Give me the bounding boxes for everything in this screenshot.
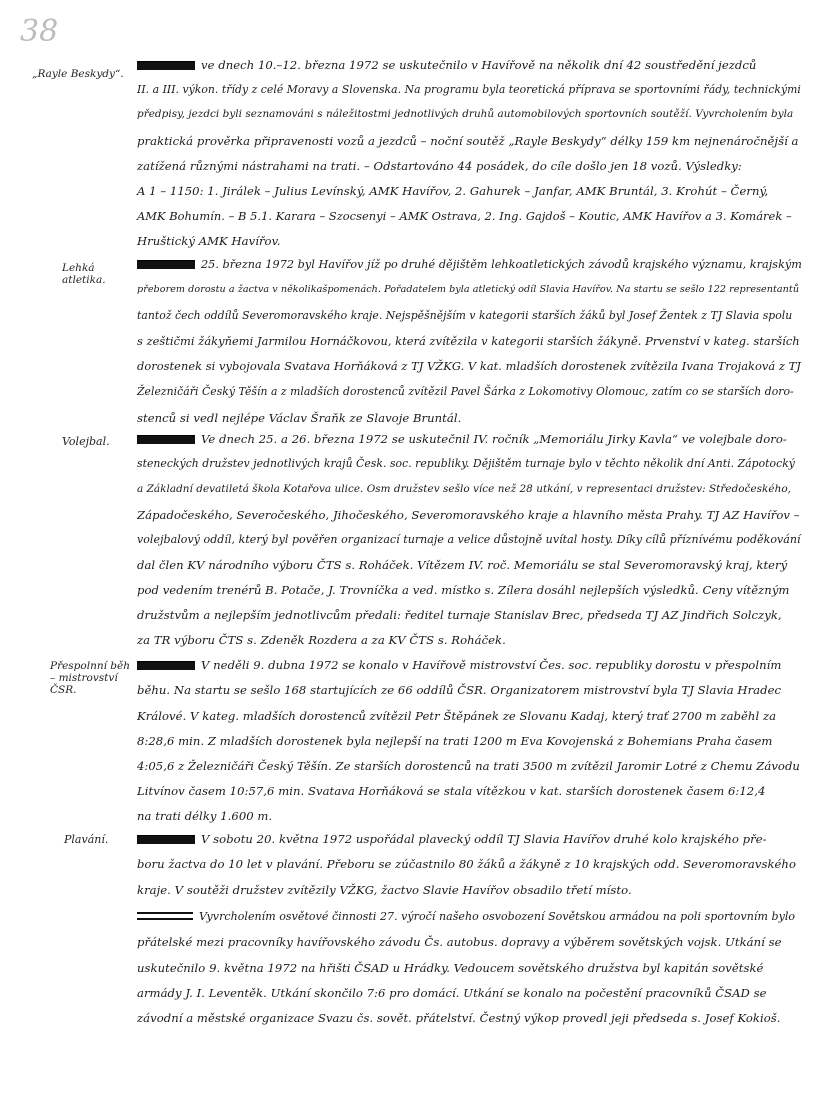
- text-line: A 1 – 1150: 1. Jirálek – Julius Levínský, AMK Havířov, 2. Gahurek – Janfar, AMK Bruntál, 3. Krohút – Černý,: [137, 184, 769, 198]
- margin-note: Plavání.: [64, 833, 109, 846]
- underline-bar: [137, 912, 193, 920]
- text-line: přeborem dorostu a žactva v několikašpomenách. Pořadatelem byla atletický odíl Slavia Havířov. Na startu se sešlo 122 representantů: [137, 284, 800, 295]
- text-line: 4:05,6 z Železničáři Český Těšín. Ze starších dorostenců na trati 3500 m zvítězil Jaromir Lotré z Chemu Závodu: [137, 759, 800, 773]
- text-line: za TR výboru ČTS s. Zdeněk Rozdera a za KV ČTS s. Roháček.: [137, 633, 506, 647]
- text-line: tantož čech oddílů Severomoravského kraje. Nejspěšnějším v kategorii starších žáků byl Josef Žentek z TJ Slavia spolu: [137, 309, 793, 322]
- text-line: stenců si vedl nejlépe Václav Šraňk ze Slavoje Bruntál.: [137, 411, 462, 425]
- text-line: Železničáři Český Těšín a z mladších dorostenců zvítězil Pavel Šárka z Lokomotivy Olomouc, zatím co se starších doro-: [137, 385, 794, 398]
- text-line: dorostenek si vybojovala Svatava Horňáková z TJ VŽKG. V kat. mladších dorostenek zvítězila Ivana Trojaková z TJ: [137, 359, 801, 373]
- underline-bar: [137, 835, 195, 844]
- text-line: a Základní devatiletá škola Kotařova ulice. Osm družstev sešlo více než 28 utkání, v representaci družstev: Středočeského,: [137, 483, 792, 495]
- page-number: 38: [20, 14, 59, 49]
- text-line: přátelské mezi pracovníky havířovského závodu Čs. autobus. dopravy a výběrem sovětských vojsk. Utkání se: [137, 935, 782, 949]
- text-line: dal člen KV národního výboru ČTS s. Roháček. Vítězem IV. roč. Memoriálu se stal Severomoravský kraj, který: [137, 558, 788, 572]
- text-line: steneckých družstev jednotlivých krajů Česk. soc. republiky. Dějištěm turnaje bylo v těchto několik dní Anti. Zápotocký: [137, 457, 795, 470]
- text-line: V neděli 9. dubna 1972 se konalo v Havířově mistrovství Čes. soc. republiky dorostu v přespolním: [137, 658, 781, 672]
- text-line: AMK Bohumín. – B 5.1. Karara – Szocsenyi – AMK Ostrava, 2. Ing. Gajdoš – Koutic, AMK Havířov a 3. Komárek –: [137, 209, 792, 223]
- margin-note: „Rayle Beskydy“.: [32, 68, 124, 80]
- text-line: závodní a městské organizace Svazu čs. sovět. přátelství. Čestný výkop provedl jeji předseda s. Josef Kokioš.: [137, 1011, 781, 1025]
- margin-note: Lehká atletika.: [62, 262, 106, 286]
- text-line: uskutečnilo 9. května 1972 na hřišti ČSAD u Hrádky. Vedoucem sovětského družstva byl kapitán sovětské: [137, 961, 764, 975]
- text-line: praktická prověrka připravenosti vozů a jezdců – noční soutěž „Rayle Beskydy“ délky 159 km nejnenáročnější a: [137, 134, 799, 148]
- text-line: s zeštičmi žákyňemi Jarmilou Hornáčkovou, která zvítězila v kategorii starších žákyně. Prvenství v kateg. starších: [137, 334, 800, 348]
- text-line: Králové. V kateg. mladších dorostenců zvítězil Petr Štěpánek ze Slovanu Kadaj, který trať 2700 m zaběhl za: [137, 709, 777, 723]
- text-line: boru žactva do 10 let v plavání. Přeboru se zúčastnilo 80 žáků a žákyně z 10 krajských odd. Severomoravského: [137, 857, 796, 871]
- text-line: družstvům a nejlepším jednotlivcům předali: ředitel turnaje Stanislav Brec, předseda TJ AZ Jindřich Solczyk,: [137, 608, 782, 622]
- text-line: Západočeského, Severočeského, Jihočeského, Severomoravského kraje a hlavního města Prahy. TJ AZ Havířov –: [137, 508, 800, 522]
- text-line: běhu. Na startu se sešlo 168 startujících ze 66 oddílů ČSR. Organizatorem mistrovství byla TJ Slavia Hradec: [137, 683, 782, 697]
- margin-note: Volejbal.: [62, 435, 110, 448]
- text-line: Litvínov časem 10:57,6 min. Svatava Horňáková se stala vítězkou v kat. starších dorostenek časem 6:12,4: [137, 784, 766, 798]
- text-line: armády J. I. Leventěk. Utkání skončilo 7:6 pro domácí. Utkání se konalo na počestění pracovníků ČSAD se: [137, 986, 767, 1000]
- text-line: zatížená různými nástrahami na trati. – Odstartováno 44 posádek, do cíle došlo jen 18 vozů. Výsledky:: [137, 159, 742, 173]
- text-line: předpisy, jezdci byli seznamováni s náležitostmi jednotlivých druhů automobilových sportovních soutěží. Vyvrcholením byla: [137, 108, 794, 120]
- underline-bar: [137, 260, 195, 269]
- text-line: 8:28,6 min. Z mladších dorostenek byla nejlepší na trati 1200 m Eva Kovojenská z Bohemians Praha časem: [137, 734, 773, 748]
- text-line: volejbalový oddíl, který byl pověřen organizací turnaje a velice důstojně uvítal hosty. Díky cílů příznívému poděkování: [137, 533, 801, 546]
- text-line: pod vedením trenérů B. Potače, J. Trovníčka a ved. místko s. Zílera dosáhl nejlepších výsledků. Ceny vítězným: [137, 583, 790, 597]
- underline-bar: [137, 435, 195, 444]
- margin-note: Přespolnní běh – mistrovství ČSR.: [50, 660, 131, 696]
- text-line: V sobotu 20. května 1972 uspořádal plavecký oddíl TJ Slavia Havířov druhé kolo krajského pře-: [137, 832, 767, 846]
- text-line: kraje. V soutěži družstev zvítězily VŽKG, žactvo Slavie Havířov obsadilo třetí místo.: [137, 883, 632, 897]
- text-line: 25. března 1972 byl Havířov jíž po druhé dějištěm lehkoatletických závodů krajského významu, krajským: [137, 258, 802, 271]
- text-line: II. a III. výkon. třídy z celé Moravy a Slovenska. Na programu byla teoretická příprava se sportovními řády, technickými: [137, 83, 801, 96]
- text-line: Ve dnech 25. a 26. března 1972 se uskutečnil IV. ročník „Memoriálu Jirky Kavla“ ve volejbale doro-: [137, 432, 787, 446]
- text-line: na trati délky 1.600 m.: [137, 809, 273, 823]
- text-line: ve dnech 10.–12. března 1972 se uskutečnilo v Havířově na několik dní 42 soustředění jezdců: [137, 58, 756, 72]
- underline-bar: [137, 61, 195, 70]
- underline-bar: [137, 661, 195, 670]
- text-line: Hruštický AMK Havířov.: [137, 234, 281, 248]
- text-line: Vyvrcholením osvětové činnosti 27. výročí našeho osvobození Sovětskou armádou na poli sportovním bylo: [137, 910, 795, 923]
